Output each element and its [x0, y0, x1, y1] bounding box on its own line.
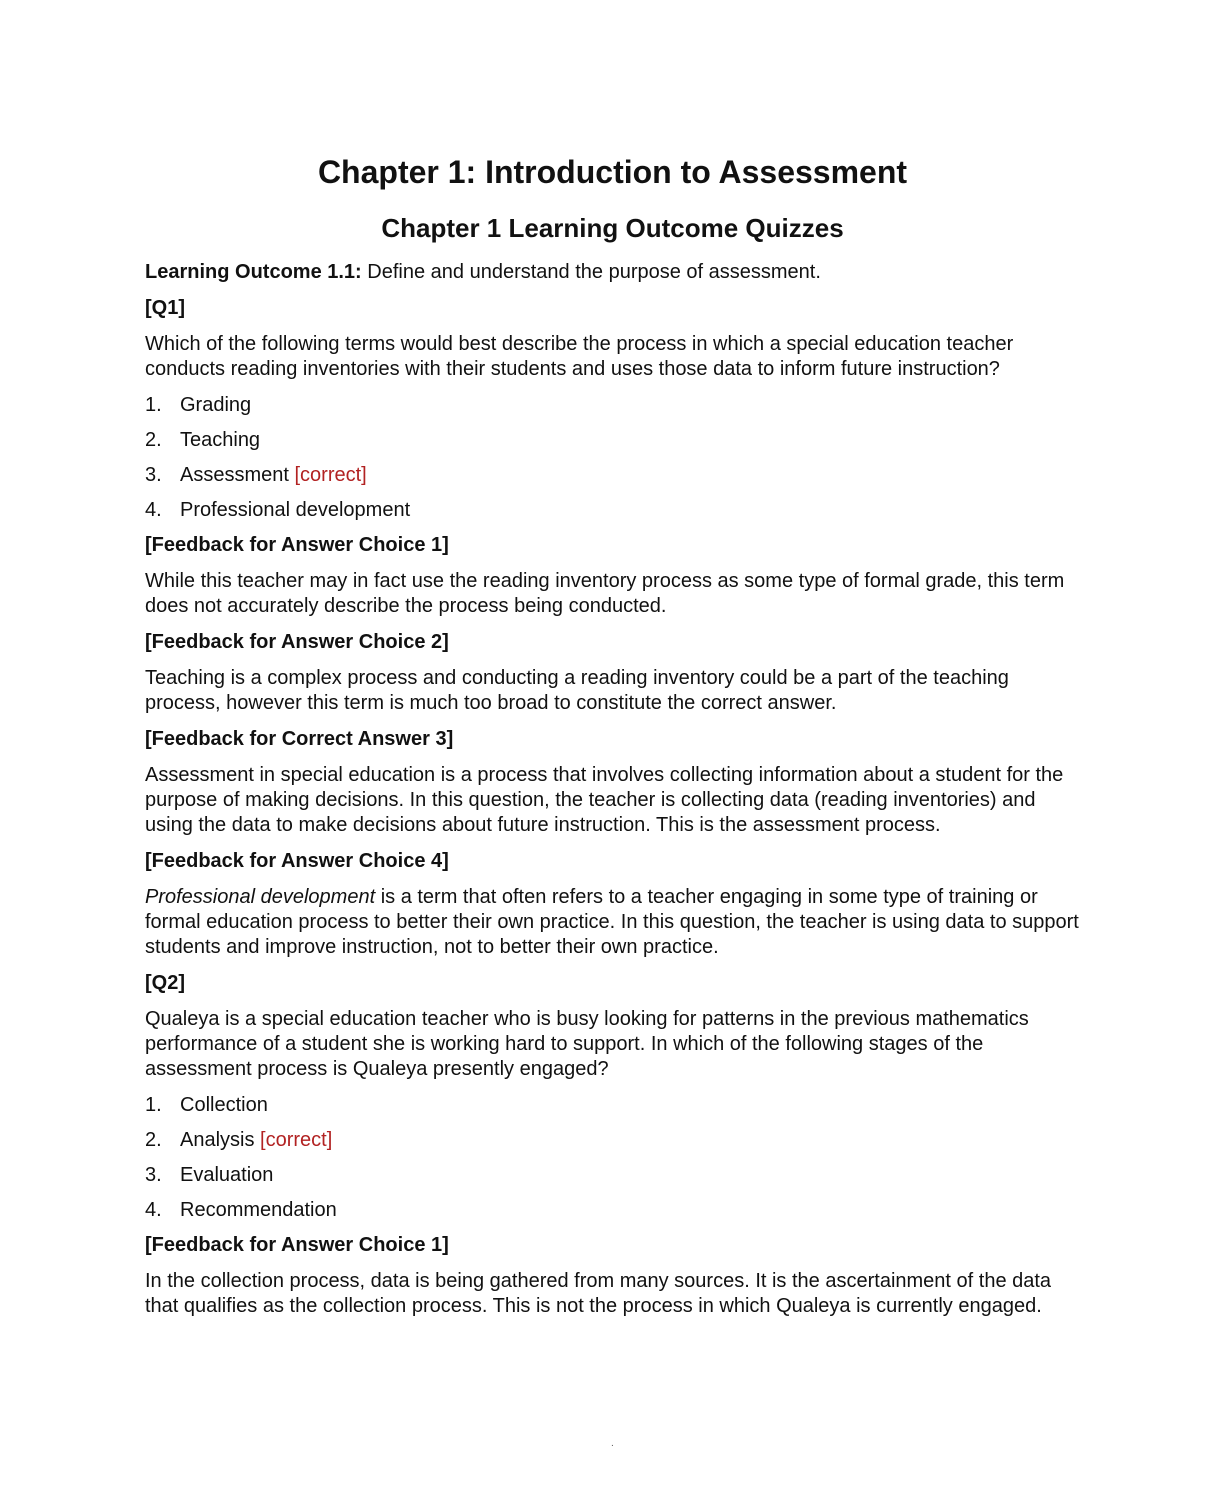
document-page [145, 152, 1080, 1330]
learning-outcome-text: Define and understand the purpose of assessment. [367, 261, 821, 283]
learning-outcome [145, 260, 1080, 285]
correct-tag: [correct] [294, 464, 367, 486]
feedback-label: [Feedback for Answer Choice 2] [145, 631, 449, 653]
answer-option: 2. Analysis [correct] [145, 1129, 333, 1151]
feedback-term: Professional development [145, 886, 376, 908]
answer-option: 1. Grading [145, 394, 252, 416]
answer-option: 2. Teaching [145, 429, 261, 451]
feedback-text: Teaching is a complex process and conducting a reading inventory could be a part of the teaching process, however this term is much too broad to constitute the correct answer. [145, 667, 1009, 714]
learning-outcome-label: Learning Outcome 1.1: [145, 261, 362, 283]
question-text-q2: Qualeya is a special education teacher who is busy looking for patterns in the previous mathematics performance of a student she is working hard to support. In which of the following stages of the assessment process is Qualeya presently engaged? [145, 1008, 1029, 1080]
chapter-title: Chapter 1: Introduction to Assessment [317, 154, 908, 190]
feedback-label: [Feedback for Answer Choice 4] [145, 850, 449, 872]
answer-option: 4. Recommendation [145, 1199, 337, 1221]
question-label-q2: [Q2] [145, 972, 185, 994]
feedback-text: Assessment in special education is a process that involves collecting information about a student for the purpose of making decisions. In this question, the teacher is collecting data (reading inventories) and using the data to make decisions about future instruction. This is the assessment process. [145, 764, 1064, 836]
feedback-text: Professional development is a term that often refers to a teacher engaging in some type of training or formal education process to better their own practice. In this question, the teacher is using data to support students and improve instruction, not to better their own practice. [145, 886, 1079, 958]
answer-options-q1 [145, 393, 1080, 523]
answer-option: 1. Collection [145, 1094, 268, 1116]
feedback-text: While this teacher may in fact use the reading inventory process as some type of formal grade, this term does not accurately describe the process being conducted. [145, 570, 1065, 617]
page-footer-mark: . [611, 1438, 614, 1449]
question-label-q1: [Q1] [145, 297, 185, 319]
answer-option: 4. Professional development [145, 499, 411, 521]
feedback-label: [Feedback for Answer Choice 1] [145, 534, 449, 556]
correct-tag: [correct] [260, 1129, 333, 1151]
answer-option: 3. Evaluation [145, 1164, 274, 1186]
feedback-label: [Feedback for Correct Answer 3] [145, 728, 454, 750]
answer-options-q2 [145, 1093, 1080, 1223]
feedback-text: In the collection process, data is being gathered from many sources. It is the ascertainment of the data that qualifies as the collection process. This is not the process in which Qualeya is currently engaged. [145, 1270, 1052, 1317]
quiz-subtitle: Chapter 1 Learning Outcome Quizzes [381, 213, 844, 243]
feedback-label: [Feedback for Answer Choice 1] [145, 1234, 449, 1256]
question-text-q1: Which of the following terms would best describe the process in which a special education teacher conducts reading inventories with their students and uses those data to inform future instruction? [145, 333, 1014, 380]
answer-option: 3. Assessment [correct] [145, 464, 367, 486]
